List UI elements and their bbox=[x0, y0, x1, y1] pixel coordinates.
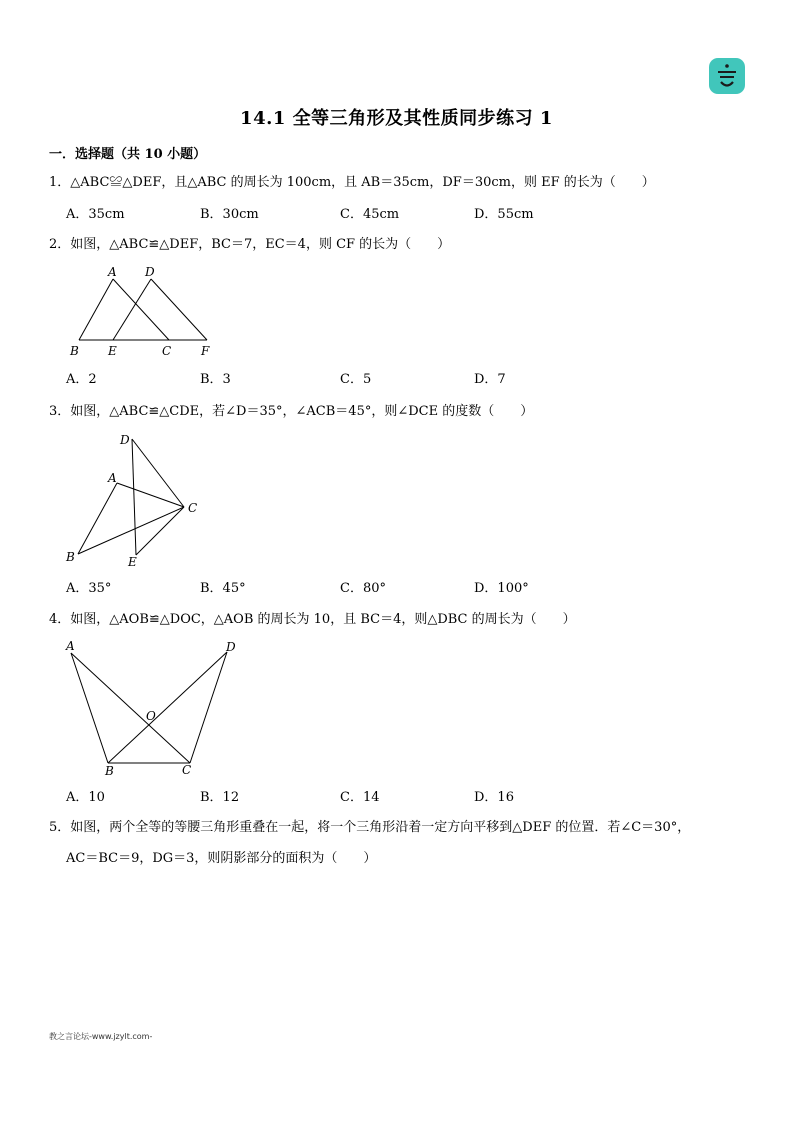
label-c: C bbox=[162, 344, 172, 358]
question-3 bbox=[49, 404, 533, 420]
option-b: B．45° bbox=[200, 581, 246, 596]
label-e: E bbox=[128, 555, 137, 569]
question-5 bbox=[49, 820, 690, 836]
option-d: D．100° bbox=[474, 581, 529, 596]
option-b: B．3 bbox=[200, 372, 231, 387]
question-number: 4． bbox=[49, 612, 71, 627]
figure-3 bbox=[62, 430, 212, 570]
figure-2 bbox=[66, 262, 226, 362]
menu-smile-icon[interactable] bbox=[709, 58, 745, 94]
option-b: B．30cm bbox=[200, 207, 259, 222]
question-number: 5． bbox=[49, 820, 71, 835]
label-b: B bbox=[105, 764, 114, 778]
figure-4 bbox=[62, 636, 247, 781]
label-c: C bbox=[182, 763, 192, 777]
footer-source: 教之言论坛-www.jzylt.com- bbox=[49, 1032, 153, 1041]
option-d: D．16 bbox=[474, 790, 514, 805]
question-number: 1． bbox=[49, 175, 71, 190]
label-o: O bbox=[146, 709, 156, 723]
option-a: A．35cm bbox=[66, 207, 125, 222]
question-text: 如图，△ABC≌△DEF，BC＝7，EC＝4，则 CF 的长为（ ） bbox=[70, 237, 451, 252]
option-d: D．7 bbox=[474, 372, 506, 387]
option-a: A．2 bbox=[66, 372, 97, 387]
label-b: B bbox=[66, 550, 75, 564]
question-5-line-2: AC＝BC＝9，DG＝3，则阴影部分的面积为（ ） bbox=[66, 851, 377, 866]
label-a: A bbox=[108, 471, 117, 485]
label-a: A bbox=[108, 265, 117, 279]
option-c: C．45cm bbox=[340, 207, 400, 222]
question-number: 3． bbox=[49, 404, 71, 419]
question-number: 2． bbox=[49, 237, 71, 252]
label-d: D bbox=[145, 265, 155, 279]
page-title: 14.1 全等三角形及其性质同步练习 1 bbox=[240, 108, 553, 129]
question-text: 如图，△ABC≌△CDE，若∠D＝35°，∠ACB＝45°，则∠DCE 的度数（ ） bbox=[70, 404, 534, 419]
label-d: D bbox=[226, 640, 236, 654]
label-d: D bbox=[120, 433, 130, 447]
option-c: C．14 bbox=[340, 790, 380, 805]
question-text: 如图，△AOB≌△DOC，△AOB 的周长为 10，且 BC＝4，则△DBC 的周长为（ ） bbox=[70, 612, 576, 627]
option-b: B．12 bbox=[200, 790, 240, 805]
question-text: 如图，两个全等的等腰三角形重叠在一起，将一个三角形沿着一定方向平移到△DEF 的位置．若∠C＝30°， bbox=[70, 820, 691, 835]
option-c: C．80° bbox=[340, 581, 386, 596]
label-b: B bbox=[70, 344, 79, 358]
label-f: F bbox=[201, 344, 210, 358]
option-a: A．35° bbox=[66, 581, 112, 596]
option-d: D．55cm bbox=[474, 207, 534, 222]
option-c: C．5 bbox=[340, 372, 372, 387]
option-a: A．10 bbox=[66, 790, 105, 805]
question-2 bbox=[49, 237, 450, 253]
question-text: △ABC≌△DEF，且△ABC 的周长为 100cm，且 AB＝35cm，DF＝30cm，则 EF 的长为（ ） bbox=[70, 175, 655, 190]
question-1 bbox=[49, 175, 655, 191]
question-4 bbox=[49, 612, 576, 628]
section-heading: 一．选择题（共 10 小题） bbox=[49, 147, 207, 162]
label-e: E bbox=[108, 344, 117, 358]
label-c: C bbox=[188, 501, 198, 515]
label-a: A bbox=[66, 639, 75, 653]
